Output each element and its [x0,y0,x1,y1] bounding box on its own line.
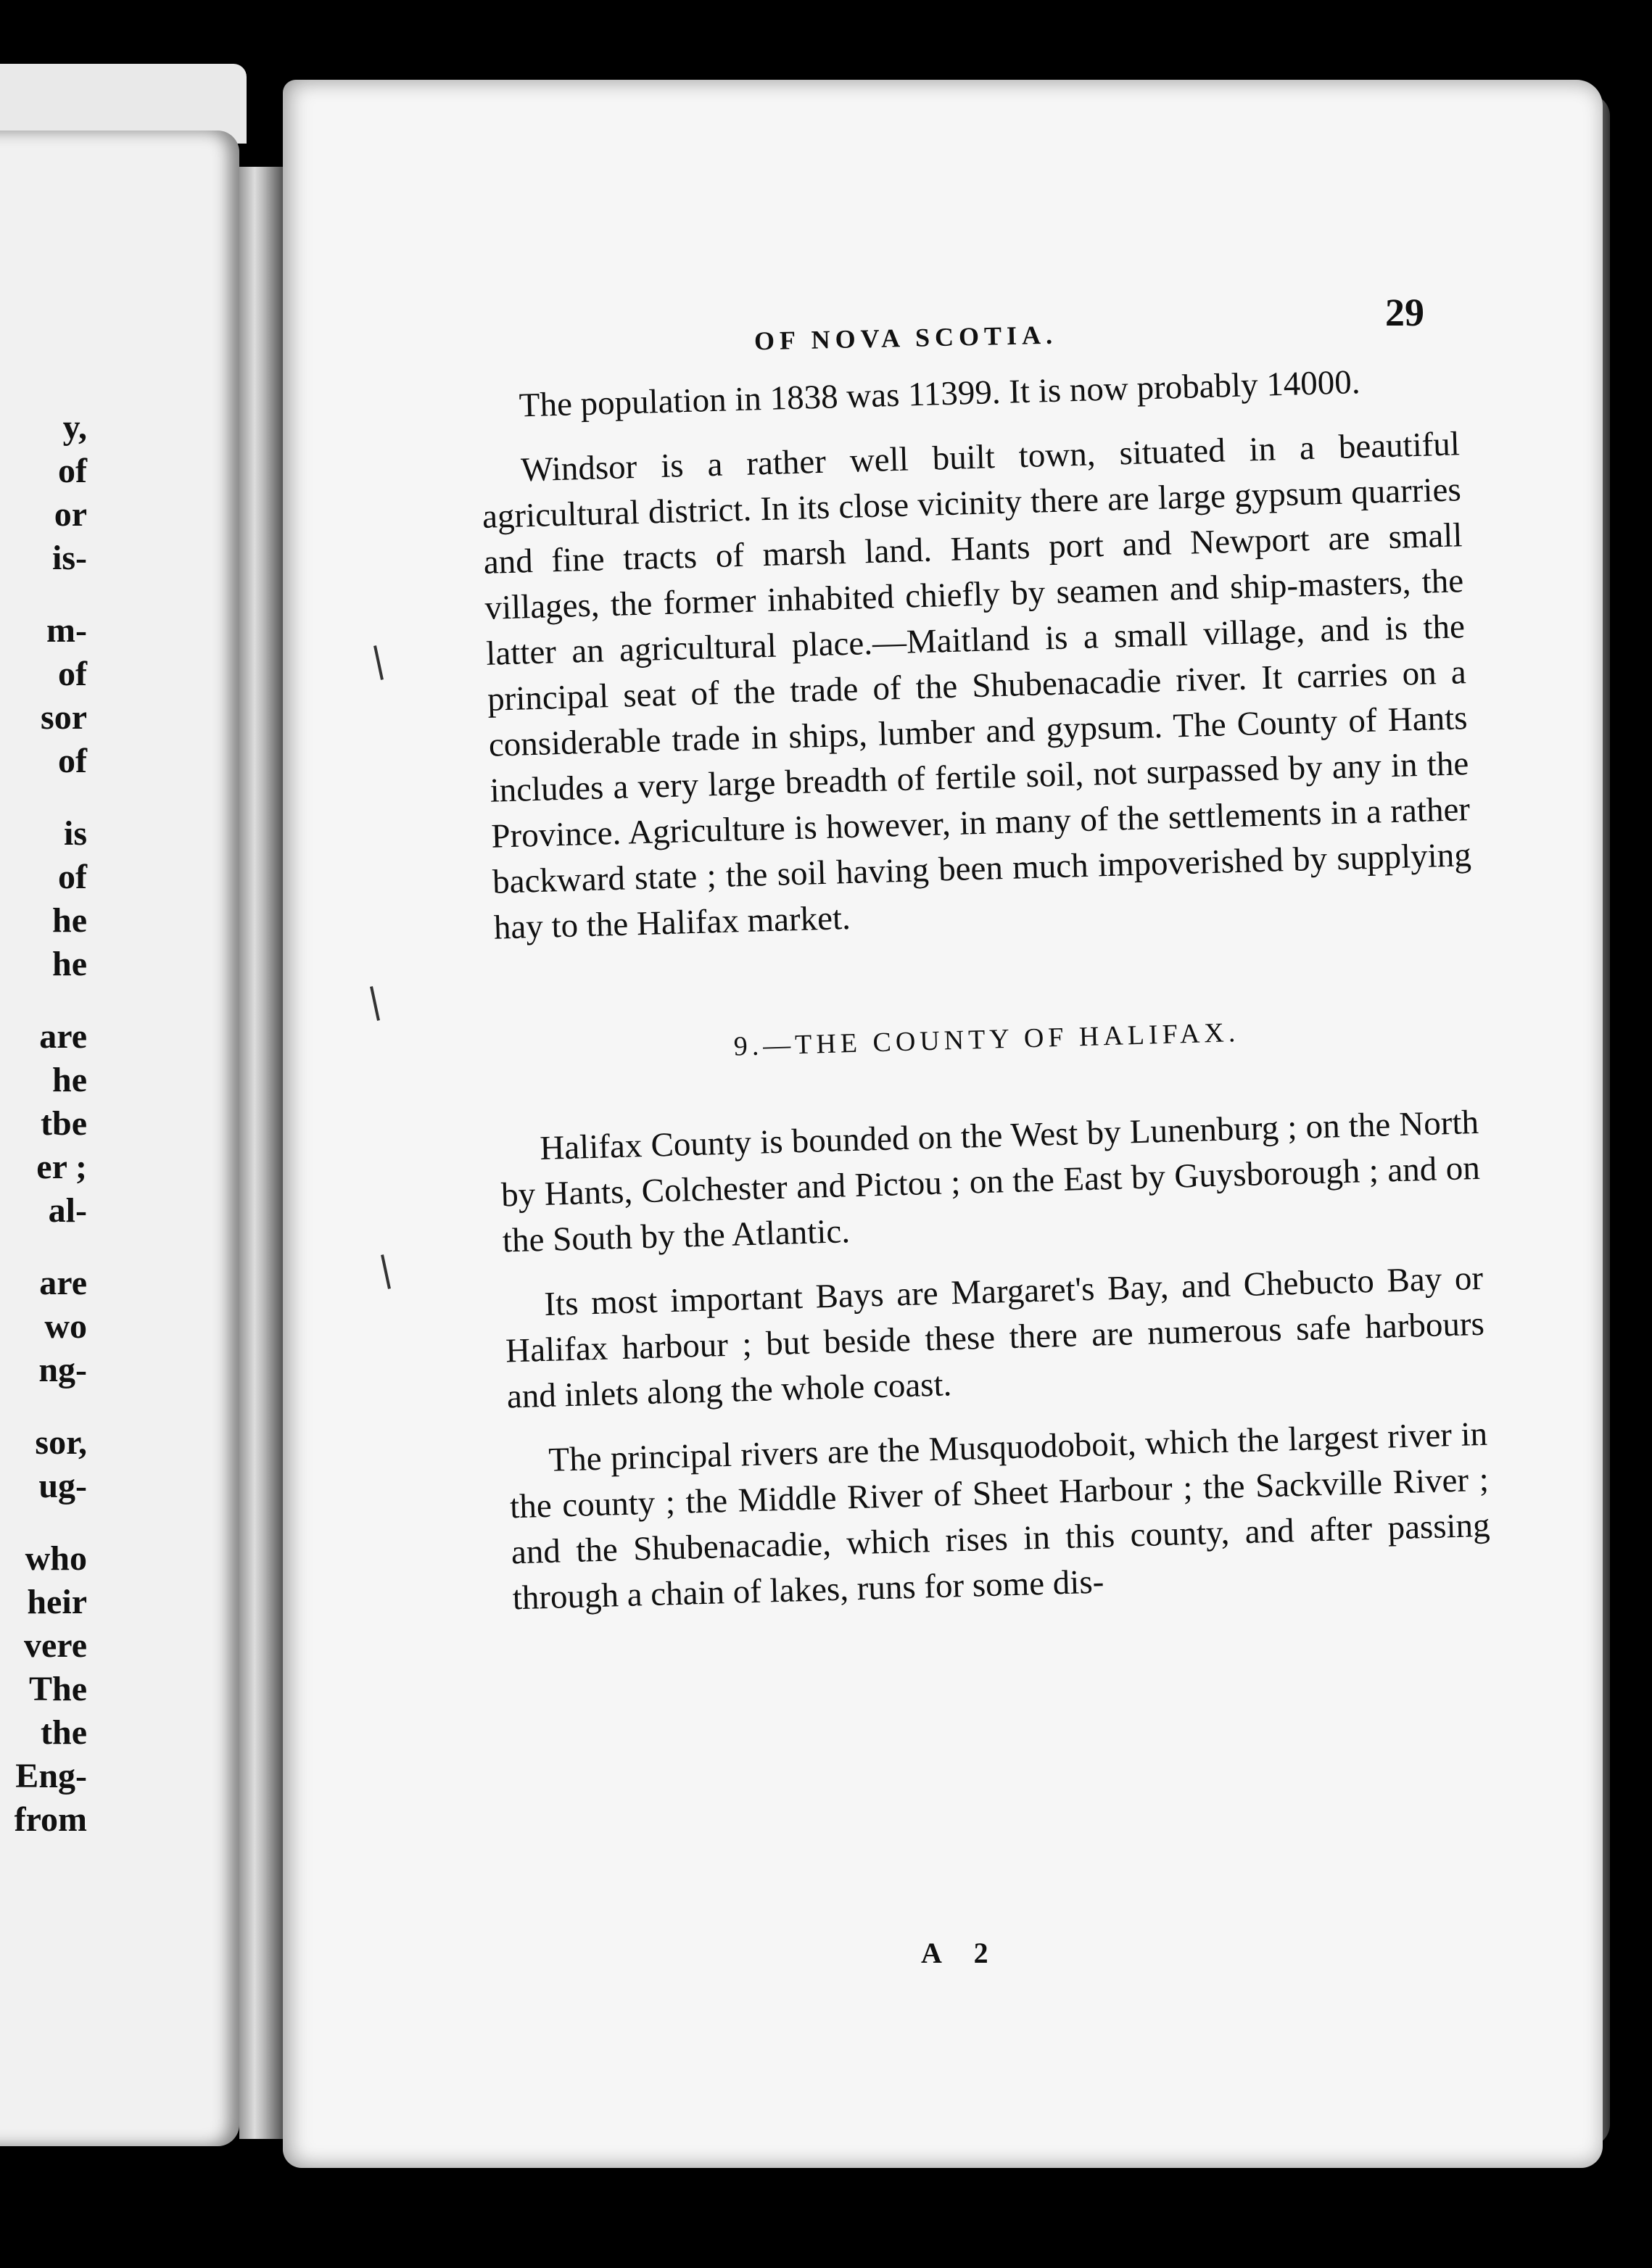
fragment: m- [46,611,87,650]
fragment: al- [48,1191,87,1230]
fragment: of [58,742,87,780]
fragment: he [52,1061,87,1099]
margin-mark [370,986,380,1021]
fragment: who [25,1539,87,1578]
margin-mark [381,1254,391,1289]
signature-mark: A 2 [921,1937,1001,1969]
spacer [0,1392,87,1421]
fragment: sor, [35,1423,87,1462]
fragment: he [52,945,87,983]
spacer [0,1233,87,1262]
fragment: is [63,814,87,853]
spacer [0,1508,87,1537]
paragraph-population: The population in 1838 was 11399. It is now probably 14000. [519,363,1361,425]
fragment: tbe [41,1104,87,1143]
fragment: heir [27,1583,87,1621]
left-page-text-fragments [0,406,87,1842]
book-gutter [239,167,283,2139]
fragment: Eng- [15,1757,87,1795]
paragraph-windsor: Windsor is a rather well built town, situated in a beautiful agricultural district. In its close vicinity there are large gypsum quarries and fine tracts of marsh land. Hants port and Newport are small villages, the former inhabited chiefly by seamen and ship-masters, the latter an agricultural place.—Maitland is a small village, and is the principal seat of the trade of the Shubenacadie river. It carries on a considerable trade in ships, lumber and gypsum. The County of Hants includes a very large breadth of fertile soil, not surpassed by any in the Province. Agriculture is however, in many of the settlements in a rather backward state ; the soil having been much impoverished by supplying hay to the Halifax market. [482,425,1472,947]
fragment: wo [44,1307,87,1346]
fragment: sor [41,698,87,737]
fragment: y, [62,408,87,447]
fragment: from [14,1800,87,1839]
fragment: he [52,901,87,940]
fragment: is- [52,539,87,577]
spacer [0,986,87,1015]
fragment: or [54,495,87,534]
paragraph-boundaries: Halifax County is bounded on the West by Lunenburg ; on the North by Hants, Colchester and Pictou ; on the East by Guysborough ; and on the South by the Atlantic. [500,1103,1481,1260]
fragment: are [39,1264,87,1302]
fragment: The [28,1670,87,1708]
main-page [283,80,1603,2168]
fragment: ug- [38,1467,87,1505]
fragment: ng- [38,1351,87,1389]
page-number: 29 [1385,291,1424,334]
fragment: of [58,452,87,490]
fragment: the [41,1713,87,1752]
running-head: OF NOVA SCOTIA. [753,320,1058,356]
paragraph-rivers: The principal rivers are the Musquodoboit, which the largest river in the county ; the Middle River of Sheet Harbour ; the Sackville River ; and the Shubenacadie, which rises in this county, and after passing through a chain of lakes, runs for some dis- [509,1415,1491,1618]
fragment: are [39,1017,87,1056]
spacer [0,580,87,609]
fragment: of [58,655,87,693]
page-body [479,357,1492,1640]
margin-mark [373,645,384,680]
section-heading: 9.—THE COUNTY OF HALIFAX. [733,1017,1240,1062]
fragment: of [58,858,87,896]
fragment: er ; [36,1148,87,1186]
fragment: vere [23,1626,87,1665]
paragraph-bays: Its most important Bays are Margaret's Bay, and Chebucto Bay or Halifax harbour ; but beside these there are numerous safe harbours and inlets along the whole coast. [505,1259,1485,1416]
spacer [0,783,87,812]
